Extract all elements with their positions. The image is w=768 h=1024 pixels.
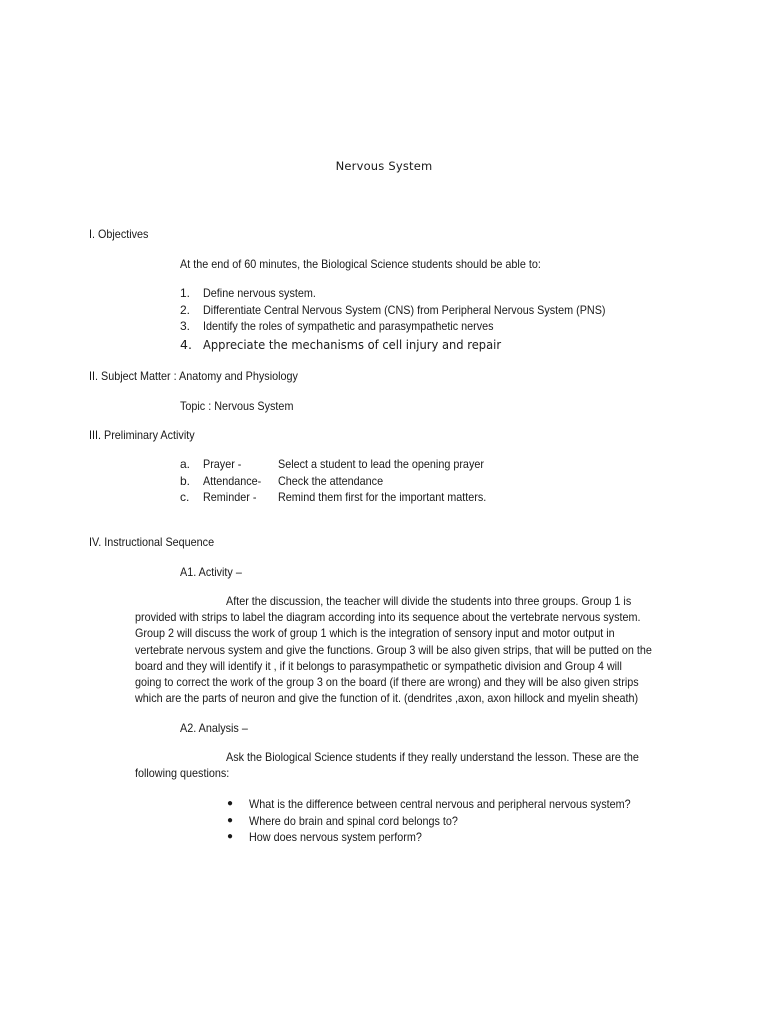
objective-number: 4. xyxy=(180,336,192,352)
objective-text: Differentiate Central Nervous System (CNS) from Peripheral Nervous System (PNS) xyxy=(203,302,606,317)
analysis-line: Ask the Biological Science students if they really understand the lesson. These are the xyxy=(226,750,639,764)
question-text: What is the difference between central nervous and peripheral nervous system? xyxy=(249,797,631,811)
analysis-paragraph xyxy=(135,749,685,781)
preliminary-letter: a. xyxy=(180,457,191,471)
objective-text: Define nervous system. xyxy=(203,286,316,300)
question-item xyxy=(227,813,687,830)
objective-item xyxy=(180,318,680,335)
activity-line: vertebrate nervous system and give the functions. Group 3 will be also given strips, that will be putted on the xyxy=(135,642,652,657)
objectives-heading: I. Objectives xyxy=(89,227,149,241)
bullet-icon: ● xyxy=(227,831,234,842)
activity-paragraph xyxy=(135,593,709,706)
objective-text: Appreciate the mechanisms of cell injury and repair xyxy=(203,336,502,352)
activity-line: After the discussion, the teacher will divide the students into three groups. Group 1 is xyxy=(226,594,632,608)
activity-heading: A1. Activity – xyxy=(180,565,242,579)
preliminary-item xyxy=(180,489,680,506)
preliminary-letter: b. xyxy=(180,473,191,488)
question-text: How does nervous system perform? xyxy=(249,830,422,844)
preliminary-key: Attendance- xyxy=(203,473,262,488)
preliminary-key: Reminder - xyxy=(203,490,257,504)
activity-line: provided with strips to label the diagram according into its sequence about the vertebrate nervous system. xyxy=(135,610,641,625)
objective-item xyxy=(180,302,680,319)
preliminary-key: Prayer - xyxy=(203,457,242,471)
objective-number: 3. xyxy=(180,319,191,333)
activity-line: going to correct the work of the group 3 on the board (if there are wrong) and they will be also given strips xyxy=(135,674,639,689)
preliminary-item xyxy=(180,456,680,473)
preliminary-item xyxy=(180,473,680,490)
activity-line: which are the parts of neuron and give the function of it. (dendrites ,axon, axon hillock and myelin sheath) xyxy=(135,691,639,706)
analysis-line: following questions: xyxy=(135,766,230,781)
objective-item xyxy=(180,285,680,302)
question-item xyxy=(227,829,687,846)
objectives-list xyxy=(180,285,680,355)
objective-number: 2. xyxy=(180,302,191,317)
preliminary-letter: c. xyxy=(180,490,190,504)
document-title: Nervous System xyxy=(335,159,433,173)
preliminary-value: Check the attendance xyxy=(278,473,384,488)
bullet-icon: ● xyxy=(227,814,234,826)
analysis-heading: A2. Analysis – xyxy=(180,721,248,735)
preliminary-heading: III. Preliminary Activity xyxy=(89,428,195,442)
objective-number: 1. xyxy=(180,286,191,300)
question-text: Where do brain and spinal cord belongs to? xyxy=(249,813,458,828)
preliminary-list xyxy=(180,456,680,506)
activity-line: Group 2 will discuss the work of group 1 which is the integration of sensory input and motor output in xyxy=(135,626,615,641)
questions-list xyxy=(227,796,687,846)
objective-text: Identify the roles of sympathetic and parasympathetic nerves xyxy=(203,319,494,333)
bullet-icon: ● xyxy=(227,798,234,809)
instructional-heading: IV. Instructional Sequence xyxy=(89,535,215,549)
activity-line: board and they will identify it , if it belongs to parasympathetic or sympathetic division and Group 4 will xyxy=(135,658,622,673)
preliminary-value: Select a student to lead the opening prayer xyxy=(278,457,484,471)
objective-item xyxy=(180,335,680,355)
subject-matter-topic: Topic : Nervous System xyxy=(180,399,294,413)
subject-matter-heading: II. Subject Matter : Anatomy and Physiology xyxy=(89,369,298,383)
preliminary-value: Remind them first for the important matters. xyxy=(278,490,487,504)
objectives-intro: At the end of 60 minutes, the Biological Science students should be able to: xyxy=(180,257,541,271)
question-item xyxy=(227,796,687,813)
